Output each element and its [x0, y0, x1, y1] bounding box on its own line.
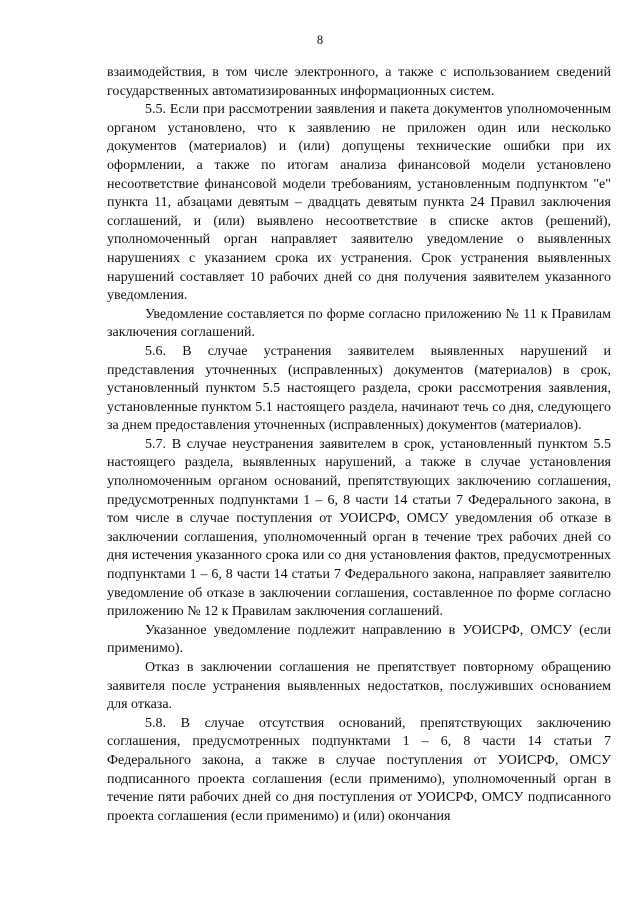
paragraph-5-8: 5.8. В случае отсутствия оснований, препятствующих заключению соглашения, предусмотренных подпунктами 1 – 6, 8 части 14 статьи 7 Федерального закона, а также в случае поступления от УОИСРФ, ОМСУ подписанного проекта соглашения (если применимо), уполномоченный орган в течение пяти рабочих дней со дня поступления от УОИСРФ, ОМСУ подписанного проекта соглашения (если применимо) и (или) окончания — [107, 715, 611, 824]
paragraph-notification-form: Уведомление составляется по форме согласно приложению № 11 к Правилам заключения соглашений. — [107, 306, 611, 341]
paragraph-notification-sending: Указанное уведомление подлежит направлению в УОИСРФ, ОМСУ (если применимо). — [107, 622, 611, 657]
paragraph-continuation: взаимодействия, в том числе электронного, а также с использованием сведений государственных автоматизированных информационных систем. — [107, 65, 611, 99]
paragraph-5-6: 5.6. В случае устранения заявителем выявленных нарушений и представления уточненных (исправленных) документов (материалов) в срок, установленный пунктом 5.5 настоящего раздела, сроки рассмотрения заявления, установленные пунктом 5.1 настоящего раздела, начинают течь со дня, следующего за днем предоставления уточненных (исправленных) документов (материалов). — [107, 343, 611, 434]
paragraph-refusal: Отказ в заключении соглашения не препятствует повторному обращению заявителя после устранения выявленных недостатков, послуживших основанием для отказа. — [107, 660, 611, 713]
document-body — [107, 64, 611, 826]
page-number: 8 — [316, 33, 324, 47]
paragraph-5-7: 5.7. В случае неустранения заявителем в срок, установленный пунктом 5.5 настоящего раздела, выявленных нарушений, а также в случае установления уполномоченным органом оснований, препятствующих заключению соглашения, предусмотренных подпунктами 1 – 6, 8 части 14 статьи 7 Федерального закона, в том числе в случае поступления от УОИСРФ, ОМСУ уведомления об отказе в заключении соглашения, уполномоченный орган в течение трех рабочих дней со дня истечения указанного срока или со дня установления фактов, предусмотренных подпунктами 1 – 6, 8 части 14 статьи 7 Федерального закона, направляет заявителю уведомление об отказе в заключении соглашения, составленное по форме согласно приложению № 12 к Правилам заключения соглашений. — [107, 436, 611, 620]
paragraph-5-5: 5.5. Если при рассмотрении заявления и пакета документов уполномоченным органом установлено, что к заявлению не приложен один или несколько документов (материалов) и (или) допущены технические ошибки при их оформлении, а также по итогам анализа финансовой модели установлено несоответствие финансовой модели требованиям, установленным подпунктом "е" пункта 11, абзацами девятым – двадцать девятым пункта 24 Правил заключения соглашений, и (или) выявлено несоответствие в списке актов (решений), уполномоченный орган направляет заявителю уведомление о выявленных нарушениях с указанием срока их устранения. Срок устранения выявленных нарушений составляет 10 рабочих дней со дня получения заявителем указанного уведомления. — [107, 102, 611, 304]
